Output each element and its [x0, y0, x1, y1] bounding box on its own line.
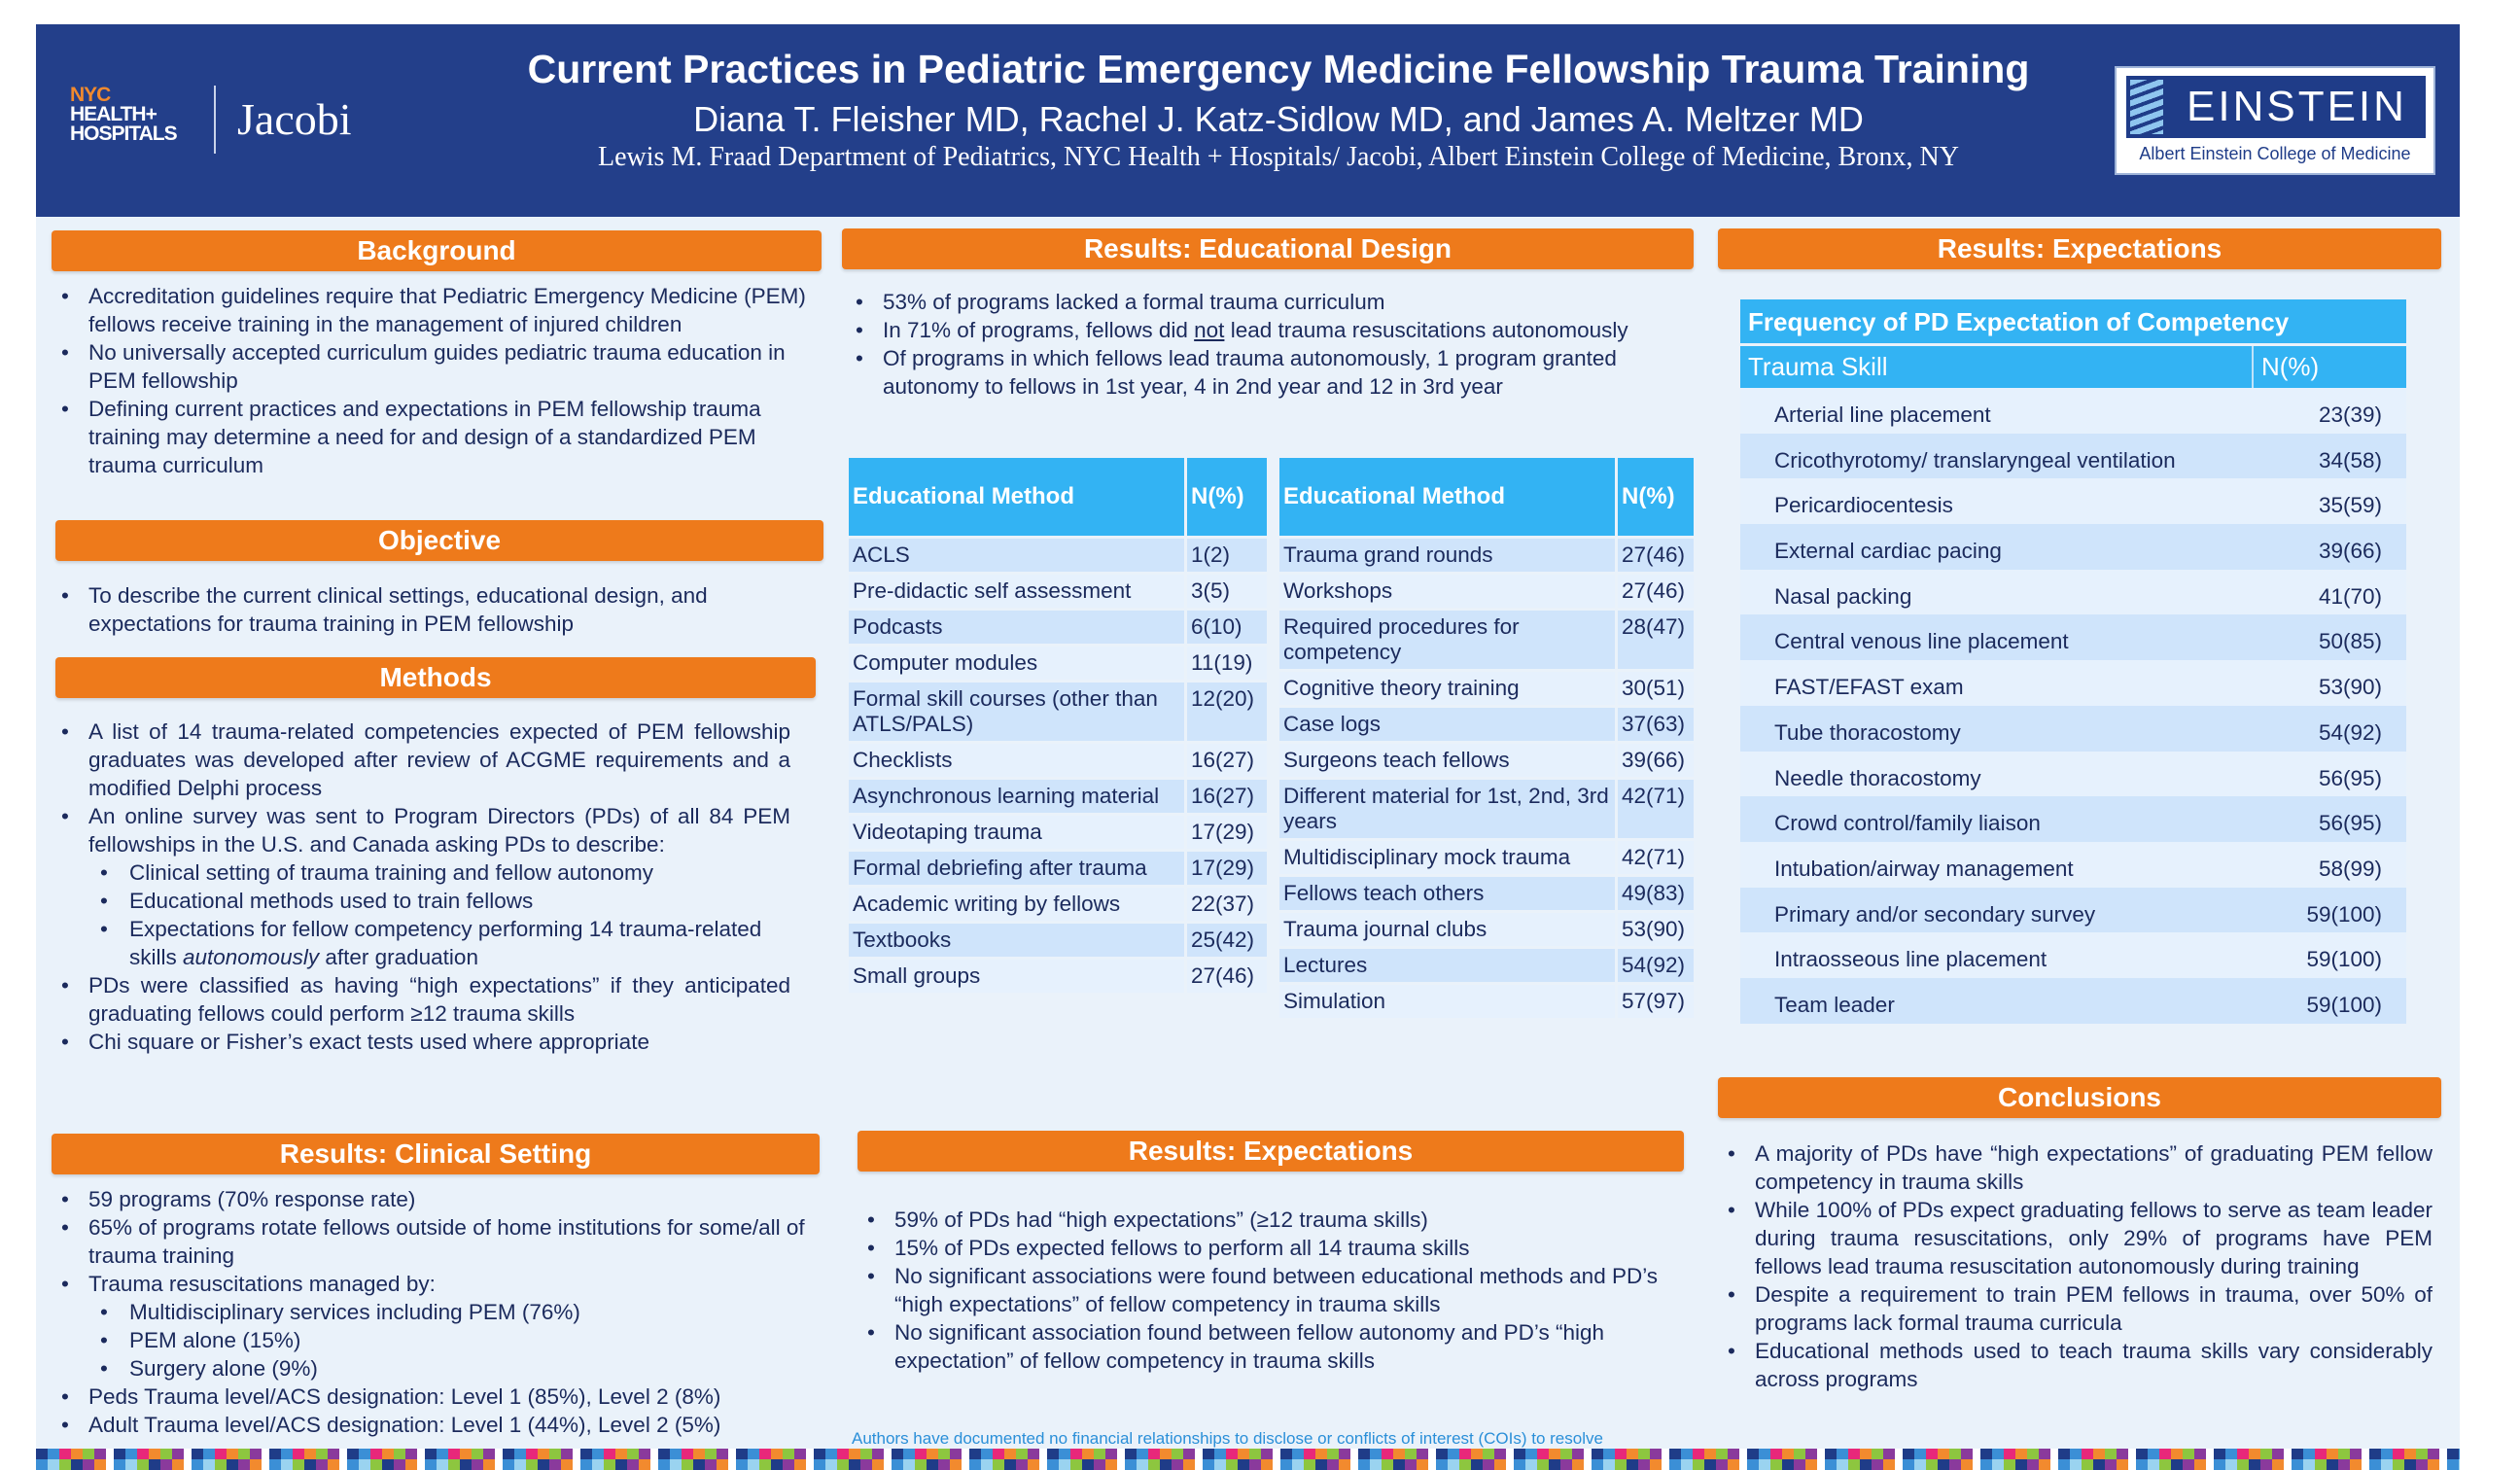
table-row — [1740, 796, 2406, 842]
cell-n: 59(100) — [2306, 992, 2382, 1017]
list-item: • An online survey was sent to Program Directors (PDs) of all 84 PEM fellowships in the U.S. and Canada asking PDs to describe: — [52, 802, 790, 858]
expectations-heading-middle: Results: Expectations — [858, 1131, 1684, 1172]
cell-n: 25(42) — [1184, 924, 1267, 957]
table-row — [1740, 660, 2406, 706]
list-item: • 53% of programs lacked a formal trauma curriculum — [846, 288, 1672, 316]
list-item: • Trauma resuscitations managed by: — [52, 1270, 829, 1298]
educational-methods-table-right — [1279, 455, 1694, 1021]
cell-n: 49(83) — [1615, 877, 1694, 910]
cell-n: 27(46) — [1184, 960, 1267, 993]
cell-n: 39(66) — [2318, 539, 2382, 564]
clinical-setting-heading: Results: Clinical Setting — [52, 1134, 820, 1174]
cell-n: 56(95) — [2318, 811, 2382, 836]
table-row — [1279, 949, 1694, 982]
column-header: N(%) — [1615, 458, 1694, 536]
table-row — [1279, 575, 1694, 608]
cell-n: 22(37) — [1184, 888, 1267, 921]
jacobi-logo: Jacobi — [237, 94, 352, 144]
logo-health: HEALTH+ — [70, 103, 157, 125]
conclusions-list — [1718, 1139, 2432, 1393]
cell-n: 58(99) — [2318, 856, 2382, 881]
list-item: • A majority of PDs have “high expectations” of graduating PEM fellow competency in trauma skills — [1718, 1139, 2432, 1196]
cell-n: 28(47) — [1615, 611, 1694, 669]
cell-n: 16(27) — [1184, 780, 1267, 813]
einstein-logo — [2115, 66, 2435, 175]
logo-divider — [214, 86, 216, 154]
cell-skill: Nasal packing — [1774, 583, 1912, 609]
list-item: • Adult Trauma level/ACS designation: Level 1 (44%), Level 2 (5%) — [52, 1411, 829, 1439]
background-list — [52, 282, 820, 479]
list-item: • Educational methods used to teach trauma skills vary considerably across programs — [1718, 1337, 2432, 1393]
cell-method: Workshops — [1279, 575, 1615, 608]
list-item: • Accreditation guidelines require that Pediatric Emergency Medicine (PEM) fellows receive training in the management of injured children — [52, 282, 820, 338]
table-row — [849, 539, 1267, 572]
table-row — [1740, 614, 2406, 660]
text: lead trauma resuscitations autonomously — [1224, 318, 1628, 342]
cell-skill: Cricothyrotomy/ translaryngeal ventilation — [1774, 447, 2176, 472]
cell-method: Trauma grand rounds — [1279, 539, 1615, 572]
table-row — [849, 816, 1267, 849]
table-row — [849, 682, 1267, 741]
cell-method: Asynchronous learning material — [849, 780, 1184, 813]
list-item: • Chi square or Fisher’s exact tests used where appropriate — [52, 1028, 790, 1056]
table-row — [849, 744, 1267, 777]
table-row — [1740, 932, 2406, 978]
table-row — [849, 852, 1267, 885]
conclusions-heading: Conclusions — [1718, 1077, 2441, 1118]
background-heading: Background — [52, 230, 822, 271]
cell-n: 35(59) — [2318, 493, 2382, 518]
list-item: • No significant associations were found between educational methods and PD’s “high expectations” of fellow competency in trauma skills — [858, 1262, 1674, 1318]
cell-method: Small groups — [849, 960, 1184, 993]
table-header-row — [1740, 346, 2406, 388]
table-row — [849, 611, 1267, 644]
table-row — [1279, 672, 1694, 705]
einstein-caption: Albert Einstein College of Medicine — [2139, 144, 2411, 163]
table-row — [849, 888, 1267, 921]
cell-method: Fellows teach others — [1279, 877, 1615, 910]
table-row — [1740, 978, 2406, 1024]
table-row — [1279, 985, 1694, 1018]
educational-design-list — [846, 288, 1672, 401]
educational-design-heading: Results: Educational Design — [842, 228, 1694, 269]
poster-authors: Diana T. Fleisher MD, Rachel J. Katz-Sidlow MD, and James A. Meltzer MD — [693, 99, 1864, 139]
cell-n: 39(66) — [1615, 744, 1694, 777]
list-item: • Surgery alone (9%) — [52, 1354, 829, 1382]
cell-n: 42(71) — [1615, 780, 1694, 838]
cell-n: 53(90) — [1615, 913, 1694, 946]
table-row — [1740, 752, 2406, 797]
table-row — [1740, 570, 2406, 615]
cell-method: Pre-didactic self assessment — [849, 575, 1184, 608]
cell-skill: Team leader — [1774, 992, 1895, 1017]
cell-n: 16(27) — [1184, 744, 1267, 777]
cell-skill: Pericardiocentesis — [1774, 493, 1953, 518]
logo-hospitals: HOSPITALS — [70, 122, 177, 145]
cell-skill: Crowd control/family liaison — [1774, 811, 2041, 836]
list-item: • PDs were classified as having “high expectations” if they anticipated graduating fellows could perform ≥12 trauma skills — [52, 971, 790, 1028]
table-row — [1279, 744, 1694, 777]
cell-skill: Intubation/airway management — [1774, 856, 2074, 881]
cell-n: 34(58) — [2318, 447, 2382, 472]
table-row — [1279, 539, 1694, 572]
cell-method: Textbooks — [849, 924, 1184, 957]
cell-n: 42(71) — [1615, 841, 1694, 874]
cell-n: 3(5) — [1184, 575, 1267, 608]
list-item: • 65% of programs rotate fellows outside of home institutions for some/all of trauma training — [52, 1213, 829, 1270]
table-row — [849, 924, 1267, 957]
cell-n: 17(29) — [1184, 816, 1267, 849]
dna-icon — [2130, 80, 2163, 134]
text: after graduation — [319, 945, 478, 969]
cell-n: 59(100) — [2306, 947, 2382, 972]
column-header: Educational Method — [1279, 458, 1615, 536]
cell-n: 27(46) — [1615, 539, 1694, 572]
table-row — [1740, 888, 2406, 933]
cell-skill: Intraosseous line placement — [1774, 947, 2048, 972]
table-body — [1740, 388, 2406, 1024]
clinical-setting-list — [52, 1185, 829, 1439]
cell-n: 54(92) — [1615, 949, 1694, 982]
cell-method: Trauma journal clubs — [1279, 913, 1615, 946]
cell-skill: External cardiac pacing — [1774, 539, 2002, 564]
list-item: • Clinical setting of trauma training and fellow autonomy — [52, 858, 790, 887]
poster-affiliation: Lewis M. Fraad Department of Pediatrics, NYC Health + Hospitals/ Jacobi, Albert Einstein College of Medicine, Bronx, NY — [598, 142, 1959, 172]
column-header: Educational Method — [849, 458, 1184, 536]
expectations-heading-right: Results: Expectations — [1718, 228, 2441, 269]
cell-n: 56(95) — [2318, 765, 2382, 790]
table-row — [1740, 842, 2406, 888]
cell-method: Different material for 1st, 2nd, 3rd years — [1279, 780, 1615, 838]
cell-method: Formal debriefing after trauma — [849, 852, 1184, 885]
cell-method: Required procedures for competency — [1279, 611, 1615, 669]
cell-skill: Needle thoracostomy — [1774, 765, 1981, 790]
list-item: • PEM alone (15%) — [52, 1326, 829, 1354]
list-item: • Despite a requirement to train PEM fellows in trauma, over 50% of programs lack formal trauma curricula — [1718, 1280, 2432, 1337]
column-header: N(%) — [2261, 352, 2320, 381]
objective-list — [52, 581, 820, 638]
list-item: • Educational methods used to train fellows — [52, 887, 790, 915]
table-row — [849, 780, 1267, 813]
objective-heading: Objective — [55, 520, 823, 561]
einstein-wordmark: EINSTEIN — [2126, 76, 2426, 138]
nyc-health-hospitals-logo — [70, 86, 177, 144]
table-row — [849, 960, 1267, 993]
cell-skill: Tube thoracostomy — [1774, 719, 1961, 745]
cell-n: 27(46) — [1615, 575, 1694, 608]
table-row — [1279, 841, 1694, 874]
cell-n: 30(51) — [1615, 672, 1694, 705]
list-item — [52, 915, 790, 971]
methods-list — [52, 718, 790, 1056]
cell-n: 12(20) — [1184, 682, 1267, 741]
cell-method: Surgeons teach fellows — [1279, 744, 1615, 777]
expectations-list — [858, 1206, 1674, 1375]
cell-n: 23(39) — [2318, 402, 2382, 427]
column-header: Trauma Skill — [1740, 346, 2254, 388]
list-item: • Multidisciplinary services including PEM (76%) — [52, 1298, 829, 1326]
cell-method: Formal skill courses (other than ATLS/PALS) — [849, 682, 1184, 741]
table-row — [1740, 434, 2406, 479]
text: Expectations for fellow competency performing 14 trauma-related skills — [129, 917, 762, 969]
table-row — [849, 575, 1267, 608]
cell-method: Videotaping trauma — [849, 816, 1184, 849]
text-italic: autonomously — [183, 945, 320, 969]
cell-n: 54(92) — [2318, 719, 2382, 745]
table-row — [1279, 780, 1694, 838]
table-row — [849, 647, 1267, 680]
cell-skill: FAST/EFAST exam — [1774, 675, 1964, 700]
list-item: • No significant association found between fellow autonomy and PD’s “high expectation” of fellow competency in trauma skills — [858, 1318, 1674, 1375]
cell-method: Multidisciplinary mock trauma — [1279, 841, 1615, 874]
table-row — [1740, 524, 2406, 570]
methods-heading: Methods — [55, 657, 816, 698]
cell-method: Academic writing by fellows — [849, 888, 1184, 921]
cell-method: Case logs — [1279, 708, 1615, 741]
text-underlined: not — [1194, 318, 1225, 342]
cell-n: 17(29) — [1184, 852, 1267, 885]
list-item: • Peds Trauma level/ACS designation: Level 1 (85%), Level 2 (8%) — [52, 1382, 829, 1411]
table-row — [1740, 706, 2406, 752]
list-item: • To describe the current clinical settings, educational design, and expectations for trauma training in PEM fellowship — [52, 581, 820, 638]
cell-n: 59(100) — [2306, 901, 2382, 927]
list-item: • 59% of PDs had “high expectations” (≥12 trauma skills) — [858, 1206, 1674, 1234]
list-item — [846, 316, 1672, 344]
competency-expectation-table — [1740, 299, 2406, 1024]
cell-n: 41(70) — [2318, 583, 2382, 609]
list-item: • Of programs in which fellows lead trauma autonomously, 1 program granted autonomy to fellows in 1st year, 4 in 2nd year and 12 in 3rd year — [846, 344, 1672, 401]
cell-method: ACLS — [849, 539, 1184, 572]
cell-n: 50(85) — [2318, 629, 2382, 654]
text: In 71% of programs, fellows did — [883, 318, 1195, 342]
cell-method: Podcasts — [849, 611, 1184, 644]
poster-title: Current Practices in Pediatric Emergency Medicine Fellowship Trauma Training — [527, 47, 2030, 91]
cell-n: 53(90) — [2318, 675, 2382, 700]
table-title: Frequency of PD Expectation of Competency — [1740, 299, 2406, 343]
cell-skill: Primary and/or secondary survey — [1774, 901, 2096, 927]
cell-skill: Arterial line placement — [1774, 402, 1991, 427]
table-row — [1279, 708, 1694, 741]
cell-n: 57(97) — [1615, 985, 1694, 1018]
table-row — [1279, 913, 1694, 946]
educational-methods-table-left — [849, 455, 1267, 996]
list-item: • 59 programs (70% response rate) — [52, 1185, 829, 1213]
table-row — [1740, 388, 2406, 434]
decorative-color-stripe — [36, 1449, 2460, 1470]
cell-n: 6(10) — [1184, 611, 1267, 644]
cell-n: 11(19) — [1184, 647, 1267, 680]
list-item: • While 100% of PDs expect graduating fellows to serve as team leader during trauma resuscitations, only 29% of programs have PEM fellows lead trauma resuscitation autonomously during training — [1718, 1196, 2432, 1280]
table-row — [1279, 877, 1694, 910]
cell-skill: Central venous line placement — [1774, 629, 2069, 654]
coi-footnote: Authors have documented no financial relationships to disclose or conflicts of interest (COIs) to resolve — [852, 1429, 1603, 1448]
cell-method: Lectures — [1279, 949, 1615, 982]
cell-method: Computer modules — [849, 647, 1184, 680]
column-header: N(%) — [1184, 458, 1267, 536]
list-item: • A list of 14 trauma-related competencies expected of PEM fellowship graduates was developed after review of ACGME requirements and a modified Delphi process — [52, 718, 790, 802]
list-item: • No universally accepted curriculum guides pediatric trauma education in PEM fellowship — [52, 338, 820, 395]
cell-method: Simulation — [1279, 985, 1615, 1018]
list-item: • 15% of PDs expected fellows to perform all 14 trauma skills — [858, 1234, 1674, 1262]
list-item: • Defining current practices and expectations in PEM fellowship trauma training may determine a need for and design of a standardized PEM trauma curriculum — [52, 395, 820, 479]
cell-n: 1(2) — [1184, 539, 1267, 572]
cell-method: Cognitive theory training — [1279, 672, 1615, 705]
table-row — [1740, 478, 2406, 524]
cell-method: Checklists — [849, 744, 1184, 777]
table-row — [1279, 611, 1694, 669]
cell-n: 37(63) — [1615, 708, 1694, 741]
logo-nyc: NYC — [70, 84, 111, 106]
